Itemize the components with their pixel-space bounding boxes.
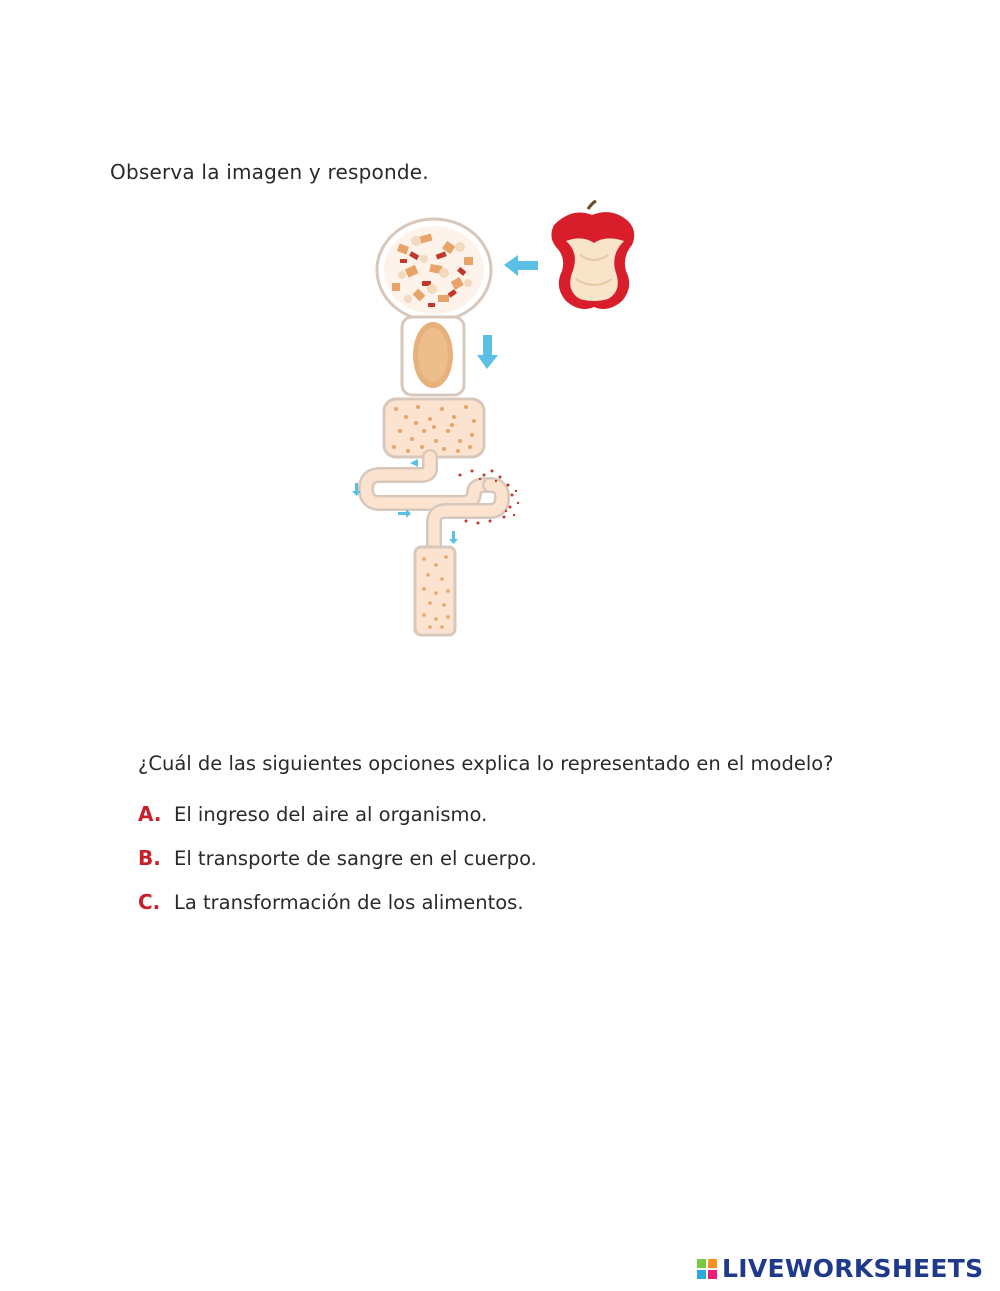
- intestine-icon: [352, 457, 519, 547]
- apple-core-icon: [551, 201, 634, 309]
- liveworksheets-logo-icon: [696, 1258, 718, 1280]
- question-text: ¿Cuál de las siguientes opciones explica lo representado en el modelo?: [138, 752, 834, 775]
- arrow-left-icon: [504, 255, 538, 276]
- option-a-text: El ingreso del aire al organismo.: [174, 802, 488, 826]
- liveworksheets-footer[interactable]: [696, 1254, 983, 1283]
- option-a[interactable]: [138, 792, 537, 836]
- option-c-letter: C.: [138, 890, 161, 914]
- arrow-down-icon: [477, 335, 498, 369]
- brand-name: LIVEWORKSHEETS: [722, 1254, 984, 1283]
- option-a-letter: A.: [138, 802, 162, 826]
- option-b-text: El transporte de sangre en el cuerpo.: [174, 846, 537, 870]
- esophagus-icon: [402, 317, 464, 395]
- large-intestine-icon: [415, 547, 455, 635]
- option-b[interactable]: [138, 836, 537, 880]
- mouth-icon: [377, 219, 491, 321]
- option-c-text: La transformación de los alimentos.: [174, 890, 524, 914]
- option-c[interactable]: [138, 880, 537, 924]
- instruction-text: Observa la imagen y responde.: [110, 160, 429, 184]
- digestion-diagram: [340, 195, 660, 645]
- answer-options: [138, 792, 537, 924]
- option-b-letter: B.: [138, 846, 161, 870]
- stomach-icon: [384, 399, 484, 457]
